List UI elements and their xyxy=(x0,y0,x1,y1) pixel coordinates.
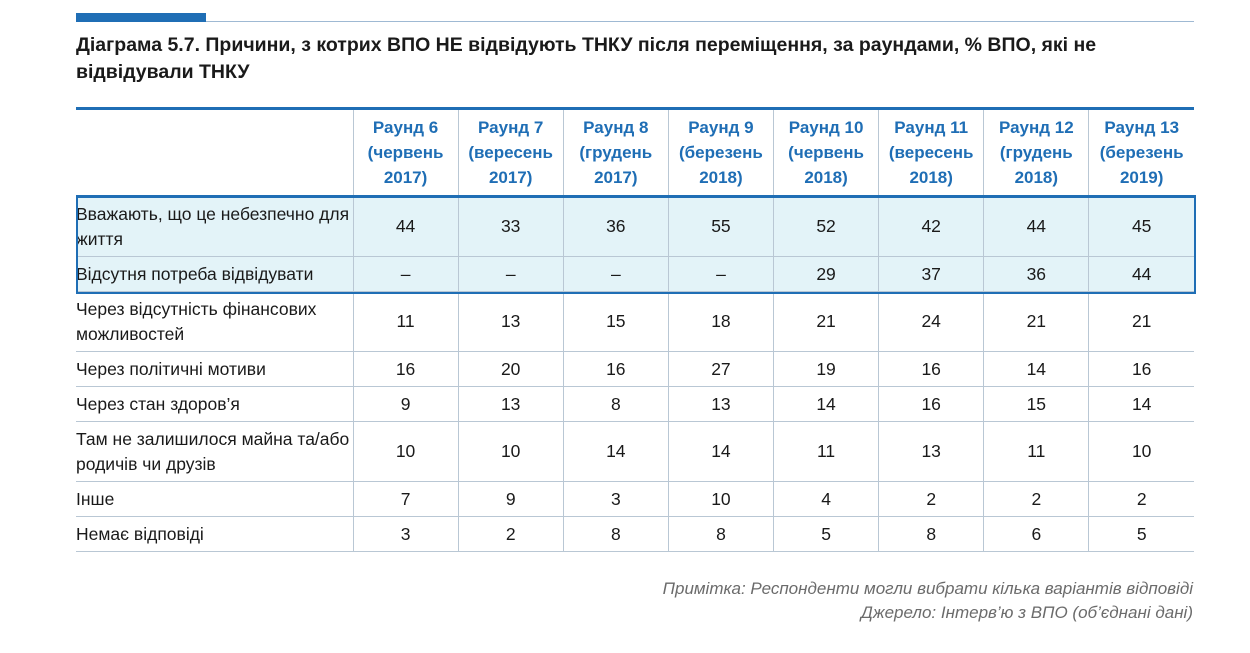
row-label: Інше xyxy=(76,482,353,517)
row-label: Немає відповіді xyxy=(76,517,353,552)
table-cell: 21 xyxy=(1089,292,1194,352)
column-header-period: (березень xyxy=(679,143,763,163)
table-cell: 29 xyxy=(774,257,879,292)
table-cell: 13 xyxy=(458,292,563,352)
column-header-round: Раунд 13 xyxy=(1104,118,1180,138)
column-header-round: Раунд 6 xyxy=(372,118,439,138)
column-header-period: (грудень xyxy=(579,143,653,163)
table-row xyxy=(76,352,1194,387)
table-header xyxy=(76,109,1194,197)
row-label: Вважають, що це небезпечно для життя xyxy=(76,197,353,257)
table-cell: – xyxy=(458,257,563,292)
column-header-year: 2017) xyxy=(594,168,638,188)
column-header-period: (вересень xyxy=(468,143,553,163)
table-cell: 6 xyxy=(984,517,1089,552)
row-label: Через стан здоров’я xyxy=(76,387,353,422)
table-cell: 18 xyxy=(668,292,773,352)
table-cell: 14 xyxy=(668,422,773,482)
table-cell: 13 xyxy=(458,387,563,422)
column-header-year: 2018) xyxy=(909,168,953,188)
table-cell: 8 xyxy=(563,387,668,422)
table-cell: 3 xyxy=(353,517,458,552)
table-cell: 4 xyxy=(774,482,879,517)
source-note: Джерело: Інтерв’ю з ВПО (об’єднані дані) xyxy=(860,603,1193,622)
footnote: Примітка: Респонденти могли вибрати кілька варіантів відповіді xyxy=(662,579,1193,598)
table-row xyxy=(76,482,1194,517)
table-cell: 5 xyxy=(1089,517,1194,552)
table-cell: 15 xyxy=(563,292,668,352)
row-label: Через політичні мотиви xyxy=(76,352,353,387)
table-cell: 10 xyxy=(668,482,773,517)
table-cell: 44 xyxy=(984,197,1089,257)
table-cell: 11 xyxy=(774,422,879,482)
table-cell: 9 xyxy=(353,387,458,422)
column-header-year: 2018) xyxy=(804,168,848,188)
column-header-round: Раунд 11 xyxy=(894,118,969,138)
table-cell: 16 xyxy=(353,352,458,387)
table-cell: 14 xyxy=(563,422,668,482)
table-cell: 2 xyxy=(1089,482,1194,517)
column-header xyxy=(668,109,773,197)
column-header-round: Раунд 7 xyxy=(478,118,544,138)
table-cell: 14 xyxy=(774,387,879,422)
table-cell: 44 xyxy=(1089,257,1194,292)
column-header xyxy=(563,109,668,197)
table-cell: 45 xyxy=(1089,197,1194,257)
table-cell: 36 xyxy=(563,197,668,257)
table-row xyxy=(76,197,1194,257)
table-cell: 10 xyxy=(458,422,563,482)
table-cell: 52 xyxy=(774,197,879,257)
table-cell: 21 xyxy=(984,292,1089,352)
table-cell: 8 xyxy=(879,517,984,552)
table-cell: – xyxy=(563,257,668,292)
table-cell: 14 xyxy=(984,352,1089,387)
table-cell: 8 xyxy=(563,517,668,552)
column-header xyxy=(458,109,563,197)
column-header xyxy=(774,109,879,197)
column-header-round: Раунд 12 xyxy=(998,118,1074,138)
table-cell: 44 xyxy=(353,197,458,257)
table-cell: 37 xyxy=(879,257,984,292)
table-row xyxy=(76,387,1194,422)
column-header xyxy=(1089,109,1194,197)
row-label: Там не залишилося майна та/або родичів чи друзів xyxy=(76,422,353,482)
column-header-period: (вересень xyxy=(888,143,974,163)
table-row xyxy=(76,257,1194,292)
table-cell: 36 xyxy=(984,257,1089,292)
table-body xyxy=(76,197,1194,552)
table-cell: 2 xyxy=(984,482,1089,517)
row-label: Відсутня потреба відвідувати xyxy=(76,257,353,292)
table-cell: 8 xyxy=(668,517,773,552)
table-row xyxy=(76,292,1194,352)
table-cell: 9 xyxy=(458,482,563,517)
table-cell: 55 xyxy=(668,197,773,257)
table-cell: – xyxy=(668,257,773,292)
table-cell: 16 xyxy=(563,352,668,387)
table-row xyxy=(76,517,1194,552)
table-cell: 11 xyxy=(353,292,458,352)
column-header xyxy=(984,109,1089,197)
column-header-period: (грудень xyxy=(999,143,1073,163)
table-cell: 2 xyxy=(458,517,563,552)
table-cell: 21 xyxy=(774,292,879,352)
header-corner-cell xyxy=(76,109,353,197)
table-cell: 14 xyxy=(1089,387,1194,422)
table-cell: 33 xyxy=(458,197,563,257)
table-cell: 16 xyxy=(879,352,984,387)
table-cell: 24 xyxy=(879,292,984,352)
table-cell: 7 xyxy=(353,482,458,517)
table-cell: 15 xyxy=(984,387,1089,422)
title-accent-bar xyxy=(76,13,206,22)
column-header-period: (червень xyxy=(788,143,864,163)
table-cell: 11 xyxy=(984,422,1089,482)
table-row xyxy=(76,422,1194,482)
table-cell: 2 xyxy=(879,482,984,517)
column-header-round: Раунд 8 xyxy=(583,118,649,138)
table-cell: 20 xyxy=(458,352,563,387)
page-title: Діаграма 5.7. Причини, з котрих ВПО НЕ відвідують ТНКУ після переміщення, за раундами, % ВПО, які не відвідували ТНКУ xyxy=(76,34,1097,83)
table-cell: 16 xyxy=(879,387,984,422)
column-header-year: 2017) xyxy=(488,168,533,188)
column-header-round: Раунд 10 xyxy=(788,118,864,138)
column-header xyxy=(879,109,984,197)
table-cell: 16 xyxy=(1089,352,1194,387)
row-label: Через відсутність фінансових можливостей xyxy=(76,292,353,352)
table-cell: 5 xyxy=(774,517,879,552)
header-rule xyxy=(206,21,1194,22)
table-cell: 42 xyxy=(879,197,984,257)
column-header xyxy=(353,109,458,197)
header-row xyxy=(76,109,1194,197)
table-cell: 13 xyxy=(879,422,984,482)
data-table xyxy=(76,107,1194,552)
table-cell: 3 xyxy=(563,482,668,517)
table-cell: 10 xyxy=(1089,422,1194,482)
table-cell: 27 xyxy=(668,352,773,387)
table-cell: 13 xyxy=(668,387,773,422)
column-header-year: 2018) xyxy=(1014,168,1059,188)
column-header-round: Раунд 9 xyxy=(688,118,754,138)
column-header-year: 2017) xyxy=(383,168,428,188)
table-cell: – xyxy=(353,257,458,292)
column-header-period: (березень xyxy=(1099,143,1184,163)
column-header-period: (червень xyxy=(367,143,444,163)
table-cell: 19 xyxy=(774,352,879,387)
table-cell: 10 xyxy=(353,422,458,482)
column-header-year: 2018) xyxy=(699,168,743,188)
column-header-year: 2019) xyxy=(1119,168,1164,188)
